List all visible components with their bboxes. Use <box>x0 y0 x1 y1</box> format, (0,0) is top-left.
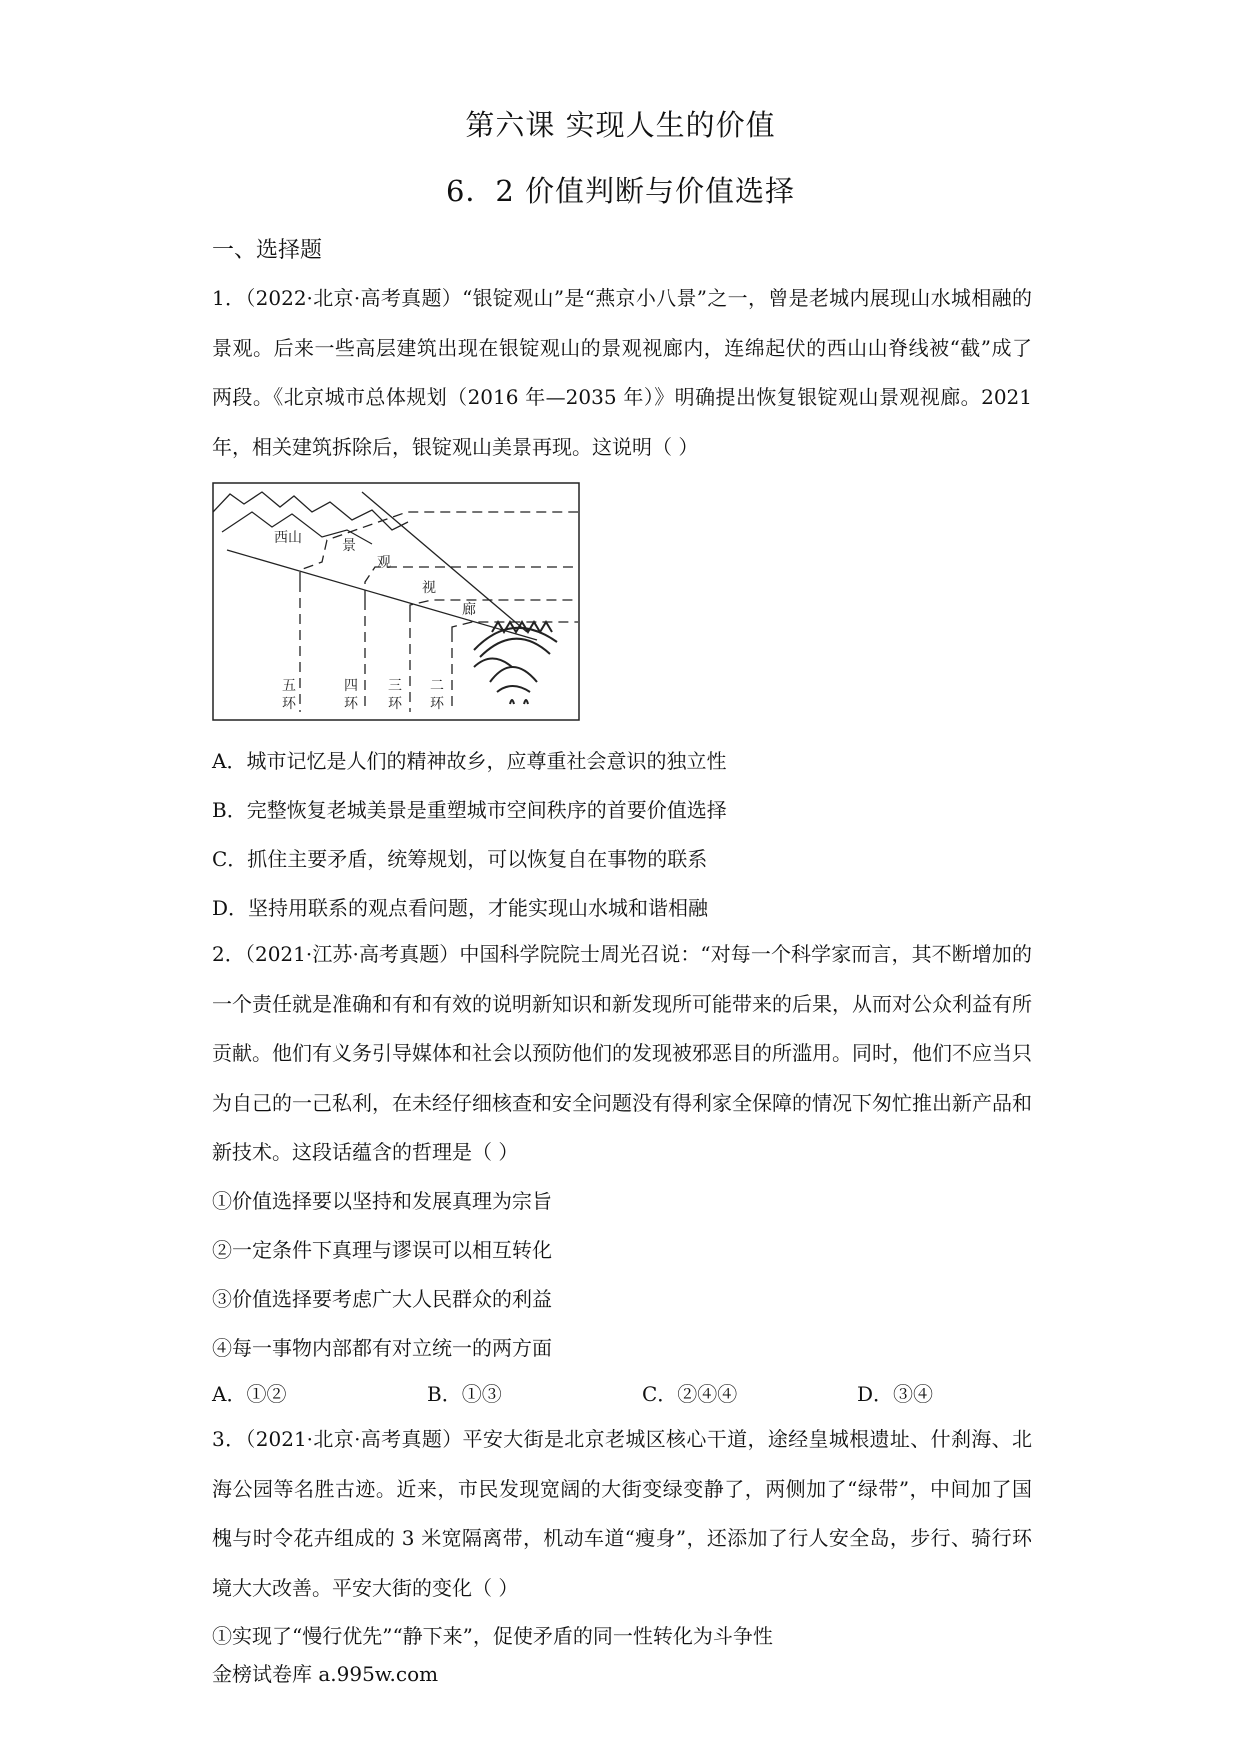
figure-label-ring4-a: 四 <box>344 678 358 694</box>
question-1-stem: 1．（2022·北京·高考真题）“银锭观山”是“燕京小八景”之一，曾是老城内展现山水城相融的景观。后来一些高层建筑出现在银锭观山的景观视廊内，连绵起伏的西山山脊线被“截”成了两段。《北京城市总体规划（2016 年—2035 年）》明确提出恢复银锭观山景观视廊。2021 年，相关建筑拆除后，银锭观山美景再现。这说明（ ） <box>212 286 1032 459</box>
figure-label-guan: 观 <box>377 555 391 571</box>
q1-option-c: C．抓住主要矛盾，统筹规划，可以恢复自在事物的联系 <box>212 847 708 871</box>
figure-label-ring3-b: 环 <box>388 696 402 712</box>
q2-statement-4: ④每一事物内部都有对立统一的两方面 <box>212 1336 552 1360</box>
q3-statement-1: ①实现了“慢行优先”“静下来”，促使矛盾的同一性转化为斗争性 <box>212 1624 773 1648</box>
question-2-stem: 2．（2021·江苏·高考真题）中国科学院院士周光召说：“对每一个科学家而言，其不断增加的一个责任就是准确和有和有效的说明新知识和新发现所可能带来的后果，从而对公众利益有所贡献。他们有义务引导媒体和社会以预防他们的发现被邪恶目的所滥用。同时，他们不应当只为自己的一己私利，在未经仔细核查和安全问题没有得利家全保障的情况下匆忙推出新产品和新技术。这段话蕴含的哲理是（ ） <box>212 942 1032 1164</box>
figure-label-ring5-b: 环 <box>282 696 296 712</box>
figure-label-ring2-b: 环 <box>430 696 444 712</box>
section-heading: 一、选择题 <box>212 238 323 263</box>
q2-option-a: A．①② <box>212 1382 287 1406</box>
q2-option-b: B．①③ <box>427 1382 502 1406</box>
q2-options <box>212 1378 1032 1408</box>
q1-option-d: D．坚持用联系的观点看问题，才能实现山水城和谐相融 <box>212 896 709 920</box>
section-subtitle: 6．2 价值判断与价值选择 <box>445 174 796 208</box>
q2-option-d: D．③④ <box>857 1382 934 1406</box>
mountain-outline <box>213 492 408 530</box>
figure-label-ring5-a: 五 <box>282 678 296 694</box>
figure-label-lang: 廊 <box>462 602 476 618</box>
figure-label-shi: 视 <box>422 580 436 596</box>
footer-source: 金榜试卷库 a.995w.com <box>212 1662 439 1686</box>
lesson-title: 第六课 实现人生的价值 <box>465 108 776 142</box>
q2-option-c: C．②④④ <box>642 1382 738 1406</box>
figure-label-ring4-b: 环 <box>344 696 358 712</box>
figure-label-ring3-a: 三 <box>388 678 402 694</box>
figure-label-xishan: 西山 <box>274 530 302 546</box>
q1-option-a: A．城市记忆是人们的精神故乡，应尊重社会意识的独立性 <box>212 749 727 773</box>
q2-statement-2: ②一定条件下真理与谬误可以相互转化 <box>212 1238 552 1262</box>
question-3-stem: 3．（2021·北京·高考真题）平安大街是北京老城区核心干道，途经皇城根遗址、什刹海、北海公园等名胜古迹。近来，市民发现宽阔的大街变绿变静了，两侧加了“绿带”，中间加了国槐与时令花卉组成的 3 米宽隔离带，机动车道“瘦身”，还添加了行人安全岛，步行、骑行环境大大改善。平安大街的变化（ ） <box>212 1427 1032 1600</box>
q2-statement-3: ③价值选择要考虑广大人民群众的利益 <box>212 1287 552 1311</box>
question-1-figure <box>212 482 582 722</box>
q2-statement-1: ①价值选择要以坚持和发展真理为宗旨 <box>212 1189 552 1213</box>
figure-label-ring2-a: 二 <box>430 678 444 694</box>
figure-label-jing: 景 <box>342 538 356 554</box>
q1-option-b: B．完整恢复老城美景是重塑城市空间秩序的首要价值选择 <box>212 798 727 822</box>
